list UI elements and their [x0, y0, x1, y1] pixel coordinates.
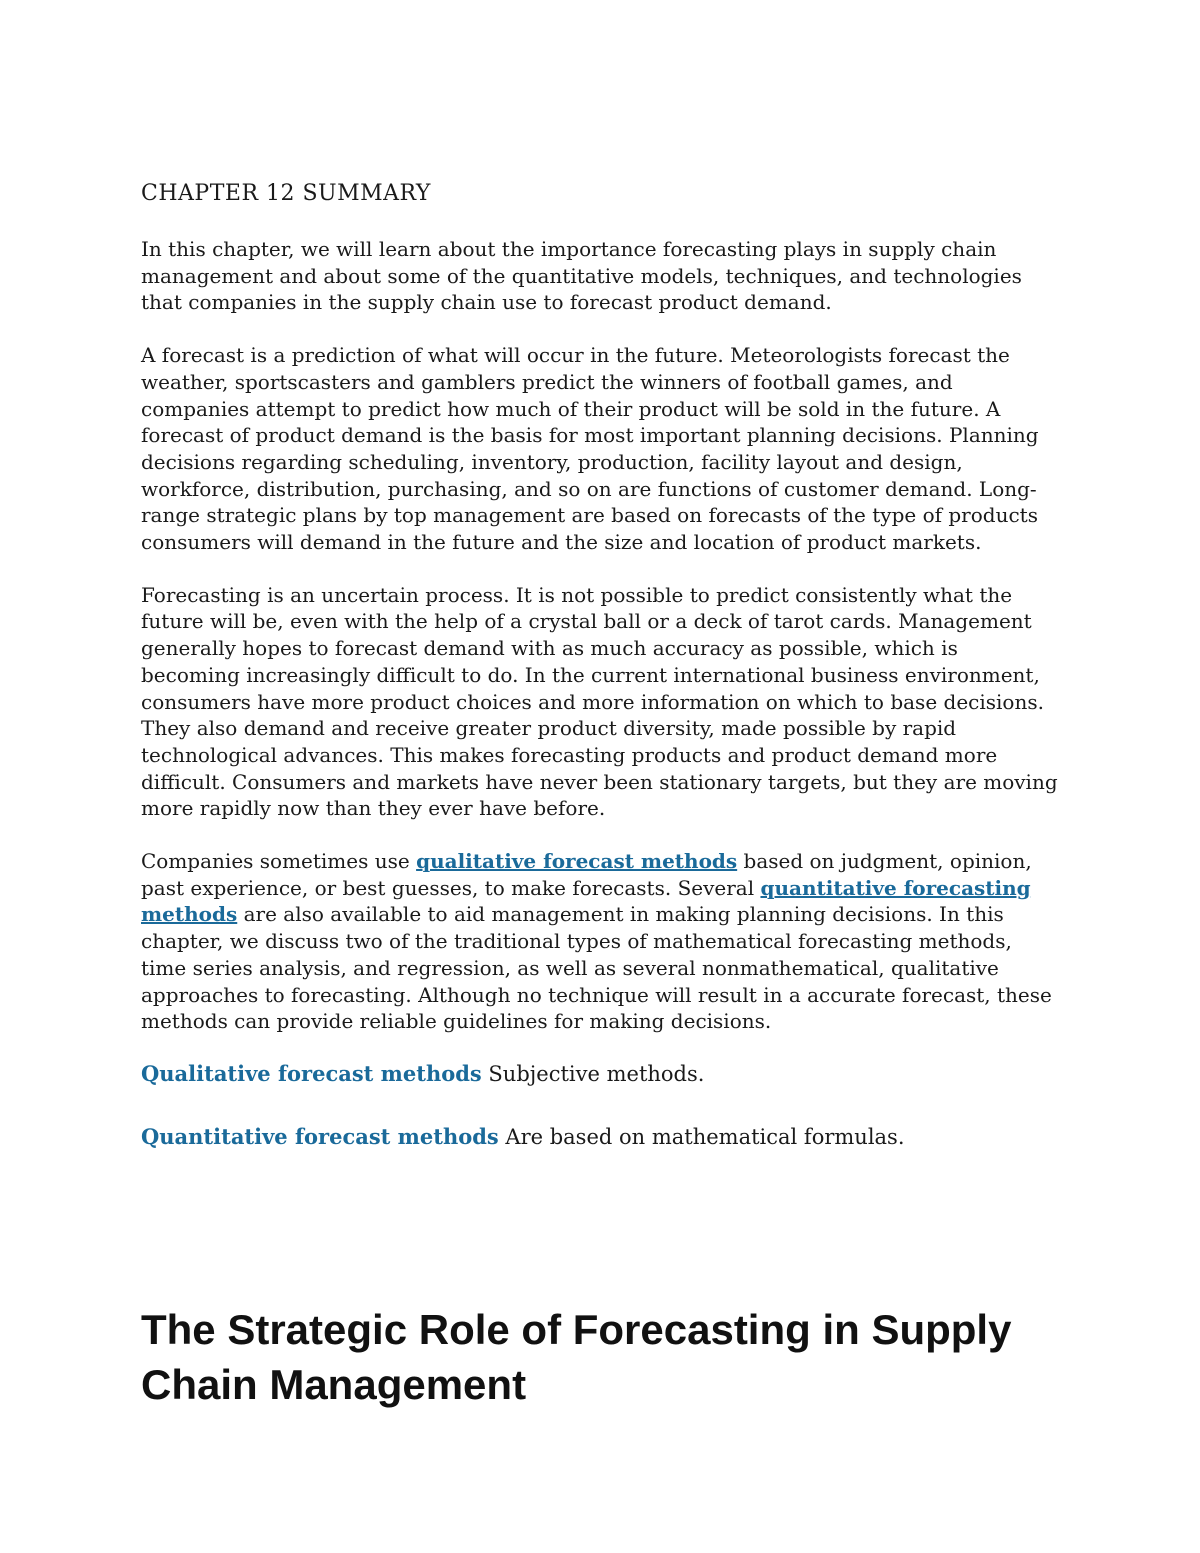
methods-text-3: are also available to aid management in making planning decisions. In this chapter, we discuss two of the traditional types of mathematical forecasting methods, time series analysis, and regression, as well as several nonmathematical, qualitative approaches to forecasting. Although no technique will result in a accurate forecast, these methods can provide reliable guidelines for making decisions.	[141, 902, 1052, 1034]
methods-paragraph	[141, 848, 1061, 1035]
definition-text: Are based on mathematical formulas.	[498, 1124, 905, 1149]
definition-qualitative	[141, 1061, 1061, 1088]
forecast-definition-paragraph: A forecast is a prediction of what will occur in the future. Meteorologists forecast the weather, sportscasters and gamblers predict the winners of football games, and companies attempt to predict how much of their product will be sold in the future. A forecast of product demand is the basis for most important planning decisions. Planning decisions regarding scheduling, inventory, production, facility layout and design, workforce, distribution, purchasing, and so on are functions of customer demand. Long-range strategic plans by top management are based on forecasts of the type of products consumers will demand in the future and the size and location of product markets.	[141, 343, 1039, 555]
document-body	[141, 178, 1061, 1186]
methods-text-2: based on judgment, opinion, past experience, or best guesses, to make forecasts. Several	[141, 849, 1032, 900]
definition-term: Qualitative forecast methods	[141, 1060, 482, 1086]
definition-text: Subjective methods.	[481, 1061, 705, 1086]
section-heading: The Strategic Role of Forecasting in Supply Chain Management	[141, 1306, 1012, 1408]
quantitative-methods-link[interactable]: quantitative forecasting methods	[141, 875, 1031, 927]
definition-quantitative	[141, 1124, 1061, 1151]
uncertainty-paragraph: Forecasting is an uncertain process. It is not possible to predict consistently what the future will be, even with the help of a crystal ball or a deck of tarot cards. Management generally hopes to forecast demand with as much accuracy as possible, which is becoming increasingly difficult to do. In the current international business environment, consumers have more product choices and more information on which to base decisions. They also demand and receive greater product diversity, made possible by rapid technological advances. This makes forecasting products and product demand more difficult. Consumers and markets have never been stationary targets, but they are moving more rapidly now than they ever have before.	[141, 582, 1058, 821]
methods-text-1: Companies sometimes use	[141, 849, 417, 874]
definition-term: Quantitative forecast methods	[141, 1123, 499, 1149]
intro-paragraph: In this chapter, we will learn about the importance forecasting plays in supply chain management and about some of the quantitative models, techniques, and technologies that companies in the supply chain use to forecast product demand.	[141, 237, 1022, 315]
qualitative-methods-link[interactable]: qualitative forecast methods	[416, 849, 738, 874]
chapter-title: CHAPTER 12 SUMMARY	[141, 181, 431, 206]
